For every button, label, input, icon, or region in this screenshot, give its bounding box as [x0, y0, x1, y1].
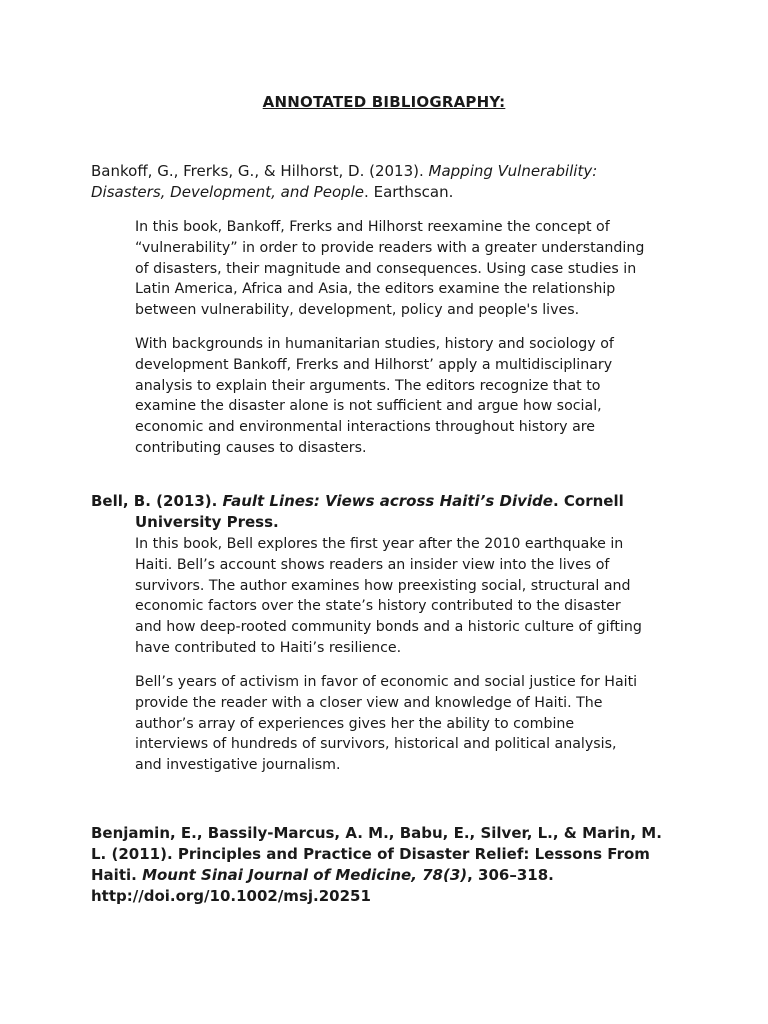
- citation-title-part2: Disasters, Development, and People: [91, 183, 365, 201]
- annotation-bell-p2: [135, 672, 690, 776]
- annotation-bankoff-p1: [135, 217, 690, 321]
- annotation-line: development Bankoff, Frerks and Hilhorst’ apply a multidisciplinary: [135, 356, 613, 373]
- annotation-line: Haiti. Bell’s account shows readers an insider view into the lives of: [135, 556, 610, 573]
- citation-publisher: Earthscan.: [368, 183, 454, 201]
- citation-bankoff: [91, 161, 681, 203]
- citation-pages: , 306–318.: [467, 866, 554, 884]
- citation-line: Benjamin, E., Bassily-Marcus, A. M., Babu, E., Silver, L., & Marin, M.: [91, 824, 662, 842]
- annotation-line: In this book, Bankoff, Frerks and Hilhorst reexamine the concept of: [135, 219, 610, 235]
- annotation-line: Latin America, Africa and Asia, the editors examine the relationship: [135, 281, 616, 298]
- annotation-bell-p1: [135, 534, 690, 659]
- annotation-line: and investigative journalism.: [135, 757, 341, 774]
- citation-title: Fault Lines: Views across Haiti’s Divide: [222, 492, 553, 510]
- citation-journal: Mount Sinai Journal of Medicine, 78(3): [142, 866, 468, 884]
- annotation-line: have contributed to Haiti’s resilience.: [135, 639, 402, 656]
- annotation-line: examine the disaster alone is not sufficient and argue how social,: [135, 398, 602, 415]
- annotation-line: With backgrounds in humanitarian studies, history and sociology of: [135, 336, 614, 352]
- page-title: ANNOTATED BIBLIOGRAPHY:: [262, 93, 506, 111]
- annotation-line: of disasters, their magnitude and consequences. Using case studies in: [135, 260, 637, 277]
- citation-publisher-line2: University Press.: [135, 513, 279, 531]
- annotation-line: In this book, Bell explores the first year after the 2010 earthquake in: [135, 536, 624, 552]
- citation-authors: Bankoff, G., Frerks, G., & Hilhorst, D. (2013).: [91, 162, 424, 180]
- citation-title-part1: Mapping Vulnerability:: [428, 162, 598, 180]
- annotation-line: economic factors over the state’s history contributed to the disaster: [135, 598, 621, 615]
- citation-doi-link: http://doi.org/10.1002/msj.20251: [91, 887, 371, 905]
- citation-bell: [91, 491, 681, 533]
- annotation-line: economic and environmental interactions throughout history are: [135, 419, 596, 436]
- citation-publisher: . Cornell: [552, 492, 624, 510]
- annotation-line: provide the reader with a closer view and knowledge of Haiti. The: [135, 694, 603, 711]
- citation-punct: .: [364, 183, 369, 201]
- citation-line-start: Haiti.: [91, 866, 143, 884]
- annotation-bankoff-p2: [135, 334, 690, 459]
- annotation-line: “vulnerability” in order to provide readers with a greater understanding: [135, 239, 645, 256]
- annotation-line: and how deep-rooted community bonds and a historic culture of gifting: [135, 619, 642, 636]
- annotation-line: between vulnerability, development, policy and people's lives.: [135, 302, 580, 319]
- annotation-line: analysis to explain their arguments. The editors recognize that to: [135, 377, 601, 394]
- annotation-line: author’s array of experiences gives her the ability to combine: [135, 715, 575, 732]
- annotation-line: contributing causes to disasters.: [135, 439, 367, 456]
- annotation-line: Bell’s years of activism in favor of economic and social justice for Haiti: [135, 674, 638, 690]
- annotation-line: interviews of hundreds of survivors, historical and political analysis,: [135, 736, 617, 753]
- citation-authors: Bell, B. (2013).: [91, 492, 223, 510]
- citation-benjamin: [91, 823, 681, 907]
- citation-line: L. (2011). Principles and Practice of Disaster Relief: Lessons From: [91, 845, 650, 863]
- annotation-line: survivors. The author examines how preexisting social, structural and: [135, 577, 631, 594]
